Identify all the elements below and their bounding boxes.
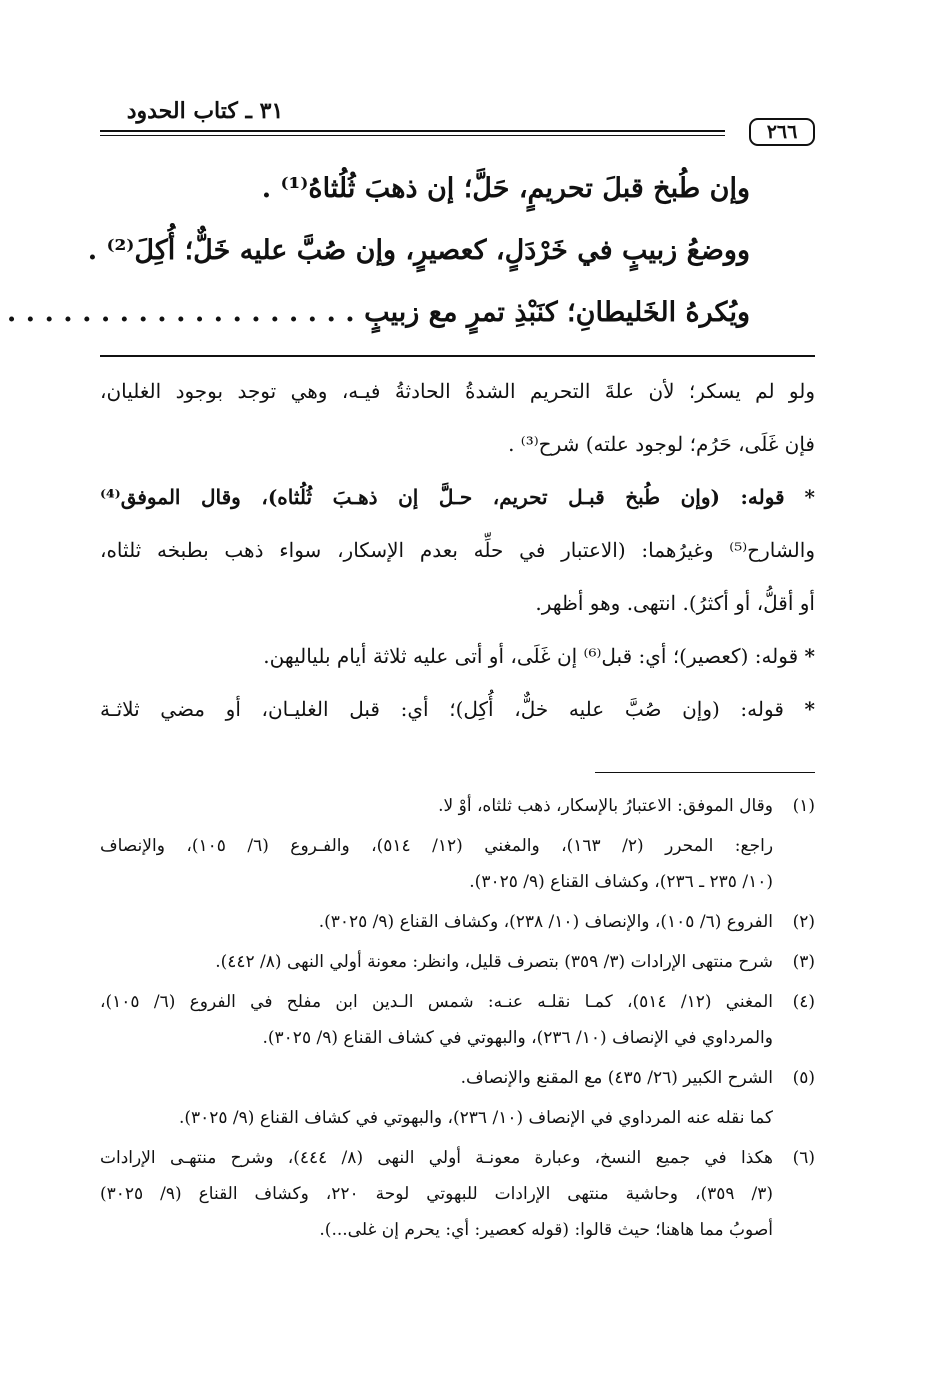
matn-text [6,158,750,344]
footnote-continuation [100,828,815,900]
footnote-line: شرح منتهى الإرادات (٣/ ٣٥٩) بتصرف قليل، وانظر: معونة أولي النهى (٨/ ٤٤٢). [215,952,773,972]
footnote-line: (٣/ ٣٥٩)، وحاشية منتهى الإرادات للبهوتي لوحة ٢٢٠، وكشاف القناع (٩/ ٣٠٢٥) [100,1184,773,1204]
commentary-text [100,365,815,736]
matn-separator [100,355,815,357]
star-marker: * [804,644,815,668]
footnote-line: أصوبُ مما هاهنا؛ حيث قالوا: (قوله كعصير: أي: يحرم إن غلى...). [319,1220,773,1240]
footnote-number: (٤) [792,992,815,1012]
footnote-body [100,984,773,1056]
footnote-body [100,944,773,980]
footnote-line: والمرداوي في الإنصاف (١٠/ ٢٣٦)، والبهوتي في كشاف القناع (٩/ ٣٠٢٥). [262,1028,773,1048]
footnote-line: (١٠/ ٢٣٥ ـ ٢٣٦)، وكشاف القناع (٩/ ٣٠٢٥). [469,872,773,892]
commentary-line: ولو لم يسكر؛ لأن علةَ التحريم الشدةُ الحادثةُ فيـه، وهي توجد بوجود الغليان، [100,379,815,403]
footnote-body [100,1060,773,1096]
star-marker: * [804,485,815,509]
page-number: ٢٦٦ [749,118,815,146]
commentary-line-text: قوله: (وإن صُبَّ عليه خلٌّ، أُكِل)؛ أي: قبل الغليـان، أو مضي ثلاثـة [100,697,784,721]
star-marker: * [804,697,816,721]
footnote-line: كما نقله عنه المرداوي في الإنصاف (١٠/ ٢٣٦)، والبهوتي في كشاف القناع (٩/ ٣٠٢٥). [178,1108,773,1128]
commentary-line-text: قوله: (كعصير)؛ أي: قبل⁽⁶⁾ إن غَلَى، أو أتى عليه ثلاثة أيام بلياليهن. [263,644,799,668]
footnote-line: الفروع (٦/ ١٠٥)، والإنصاف (١٠/ ٢٣٨)، وكشاف القناع (٩/ ٣٠٢٥). [318,912,773,932]
footnote [100,944,815,980]
commentary-line-text: قوله: (وإن طُبخ قبـل تحريم، حـلَّ إن ذهـبَ ثُلُثاه)، وقال الموفق⁽⁴⁾ [100,485,785,509]
footnotes [100,788,815,1252]
footnote-body [100,788,773,824]
commentary-line: أو أقلُّ، أو أكثرُ). انتهى. وهو أظهر. [535,591,815,615]
footnote [100,1060,815,1096]
footnote-number: (١) [792,796,815,816]
footnote-line: وقال الموفق: الاعتبارُ بالإسكار، ذهب ثلثاه، أوْ لا. [438,796,773,816]
running-title: ٣١ ـ كتاب الحدود [126,98,284,124]
commentary-line: فإن غَلَى، حَرُم؛ لوجود علته) شرح⁽³⁾ . [508,432,815,456]
footnote-number: (٥) [792,1068,815,1088]
footnote-continuation [100,1100,815,1136]
footnote-line: هكذا في جميع النسخ، وعبارة معونـة أولي النهى (٨/ ٤٤٤)، وشرح منتهـى الإرادات [100,1148,773,1168]
footnote-line: راجع: المحرر (٢/ ١٦٣)، والمغني (١٢/ ٥١٤)، والفـروع (٦/ ١٠٥)، والإنصاف [100,836,774,856]
matn-line: ووضعُ زبيبٍ في خَرْدَلٍ، كعصيرٍ، وإن صُبَّ عليه خَلٌّ؛ أُكِلَ⁽²⁾ . [87,235,750,266]
footnote-number-spacer [773,1100,815,1136]
footnote-body [100,1100,773,1136]
header-rule [100,130,725,132]
footnote-body [100,828,773,900]
footnote-number: (٣) [792,952,815,972]
footnote [100,904,815,940]
footnote [100,984,815,1056]
footnote [100,788,815,824]
commentary-line [100,471,815,524]
matn-line: ويُكرهُ الخَليطانِ؛ كنَبْذِ تمرٍ مع زبيبٍ . . . . . . . . . . . . . . . . . . . [6,297,750,328]
footnote-line: الشرح الكبير (٢٦/ ٤٣٥) مع المقنع والإنصاف. [460,1068,773,1088]
footnote-line: المغني (١٢/ ٥١٤)، كمـا نقلـه عنـه: شمس الـدين ابن مفلح في الفروع (٦/ ١٠٥)، [100,992,773,1012]
footnote-number-spacer [773,828,815,900]
commentary-line [100,683,815,736]
footnote-body [100,1140,773,1248]
footnote-body [100,904,773,940]
footnote-number: (٦) [792,1148,815,1168]
commentary-line: والشارح⁽⁵⁾ وغيرُهما: (الاعتبار في حلِّه بعدم الإسكار، سواء ذهب بطبخه ثلثاه، [100,538,815,562]
commentary-line [100,630,815,683]
footnote [100,1140,815,1248]
matn-line: وإن طُبخ قبلَ تحريمٍ، حَلَّ؛ إن ذهبَ ثُلُثاهُ⁽¹⁾ . [261,173,750,204]
footnote-number: (٢) [792,912,815,932]
header-rule-thin [100,135,725,136]
footnote-separator [595,772,815,773]
